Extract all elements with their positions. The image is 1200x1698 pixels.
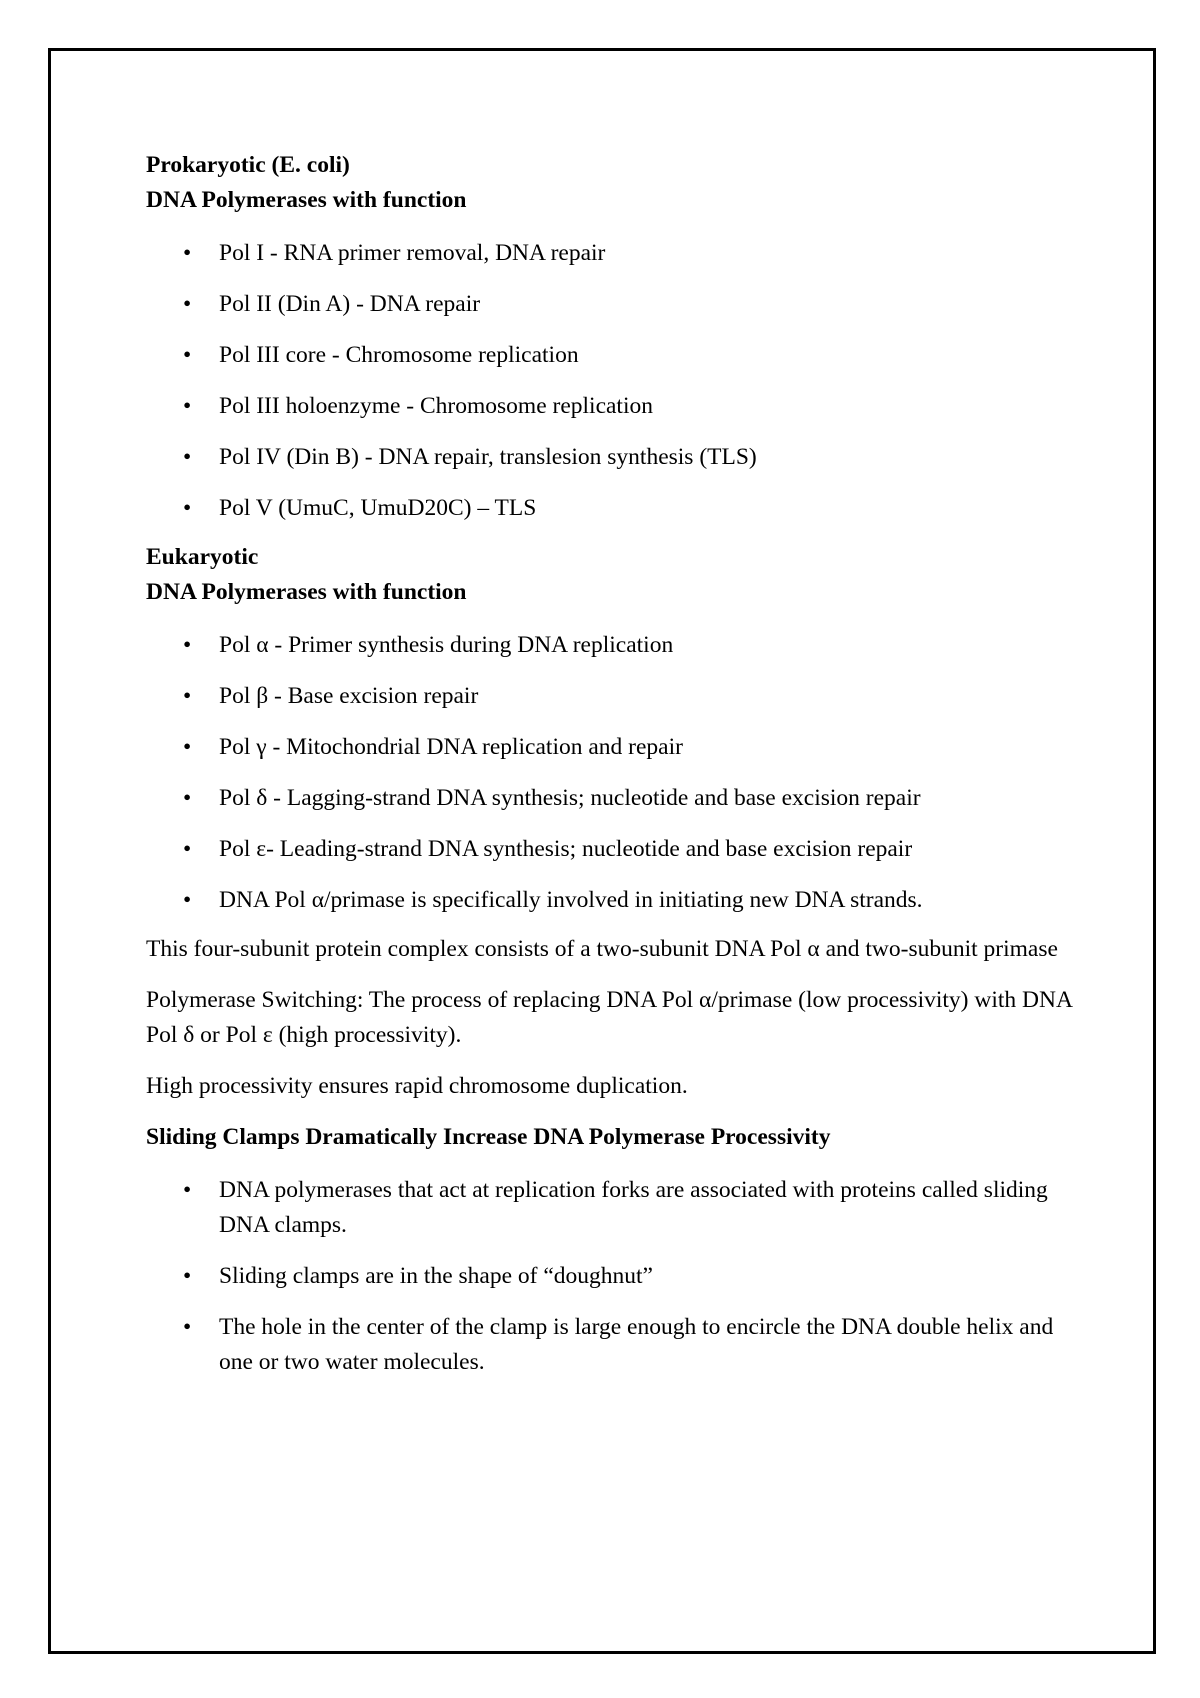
eukaryotic-title: Eukaryotic [146,544,259,570]
list-item-text: Pol γ - Mitochondrial DNA replication and repair [219,734,683,760]
list-item-text: Pol V (UmuC, UmuD20C) – TLS [219,495,537,521]
prokaryotic-subtitle: DNA Polymerases with function [146,187,467,213]
list-item [146,440,1076,475]
list-item [146,679,1076,714]
bullet-icon: • [183,444,192,470]
list-item-text: Pol IV (Din B) - DNA repair, translesion synthesis (TLS) [219,444,757,470]
eukaryotic-polymerase-list [146,628,1076,918]
list-item [146,338,1076,373]
list-item-text: Pol ε- Leading-strand DNA synthesis; nucleotide and base excision repair [219,836,913,862]
bullet-icon: • [183,1314,192,1340]
list-item-text: The hole in the center of the clamp is large enough to encircle the DNA double helix and one or two water molecules. [219,1314,1054,1375]
list-item [146,1310,1076,1380]
list-item [146,491,1076,526]
bullet-icon: • [183,291,192,317]
bullet-icon: • [183,393,192,419]
list-item-text: Pol β - Base excision repair [219,683,479,709]
list-item-text: Pol δ - Lagging-strand DNA synthesis; nucleotide and base excision repair [219,785,921,811]
polymerase-switching-paragraph: Polymerase Switching: The process of replacing DNA Pol α/primase (low processivity) with DNA Pol δ or Pol ε (high processivity). [146,987,1072,1048]
list-item [146,1173,1076,1243]
bullet-icon: • [183,1177,192,1203]
bullet-icon: • [183,495,192,521]
bullet-icon: • [183,632,192,658]
bullet-icon: • [183,342,192,368]
processivity-paragraph: High processivity ensures rapid chromosome duplication. [146,1073,688,1099]
prokaryotic-title: Prokaryotic (E. coli) [146,152,350,178]
list-item-text: Pol III core - Chromosome replication [219,342,579,368]
list-item-text: Pol I - RNA primer removal, DNA repair [219,240,606,266]
bullet-icon: • [183,1263,192,1289]
bullet-icon: • [183,887,192,913]
list-item-text: DNA Pol α/primase is specifically involved in initiating new DNA strands. [219,887,923,913]
bullet-icon: • [183,240,192,266]
document-body [146,148,1076,1394]
complex-description-paragraph: This four-subunit protein complex consists of a two-subunit DNA Pol α and two-subunit primase [146,936,1058,962]
sliding-clamps-title: Sliding Clamps Dramatically Increase DNA Polymerase Processivity [146,1124,831,1150]
list-item [146,883,1076,918]
list-item [146,781,1076,816]
list-item [146,236,1076,271]
list-item-text: DNA polymerases that act at replication forks are associated with proteins called sliding DNA clamps. [219,1177,1048,1238]
list-item-text: Sliding clamps are in the shape of “doughnut” [219,1263,653,1289]
list-item-text: Pol α - Primer synthesis during DNA replication [219,632,674,658]
list-item-text: Pol II (Din A) - DNA repair [219,291,481,317]
bullet-icon: • [183,785,192,811]
list-item [146,287,1076,322]
list-item [146,730,1076,765]
prokaryotic-polymerase-list [146,236,1076,526]
sliding-clamps-list [146,1173,1076,1380]
list-item [146,628,1076,663]
list-item [146,389,1076,424]
list-item [146,832,1076,867]
bullet-icon: • [183,734,192,760]
bullet-icon: • [183,836,192,862]
list-item [146,1259,1076,1294]
list-item-text: Pol III holoenzyme - Chromosome replication [219,393,653,419]
bullet-icon: • [183,683,192,709]
eukaryotic-subtitle: DNA Polymerases with function [146,579,467,605]
